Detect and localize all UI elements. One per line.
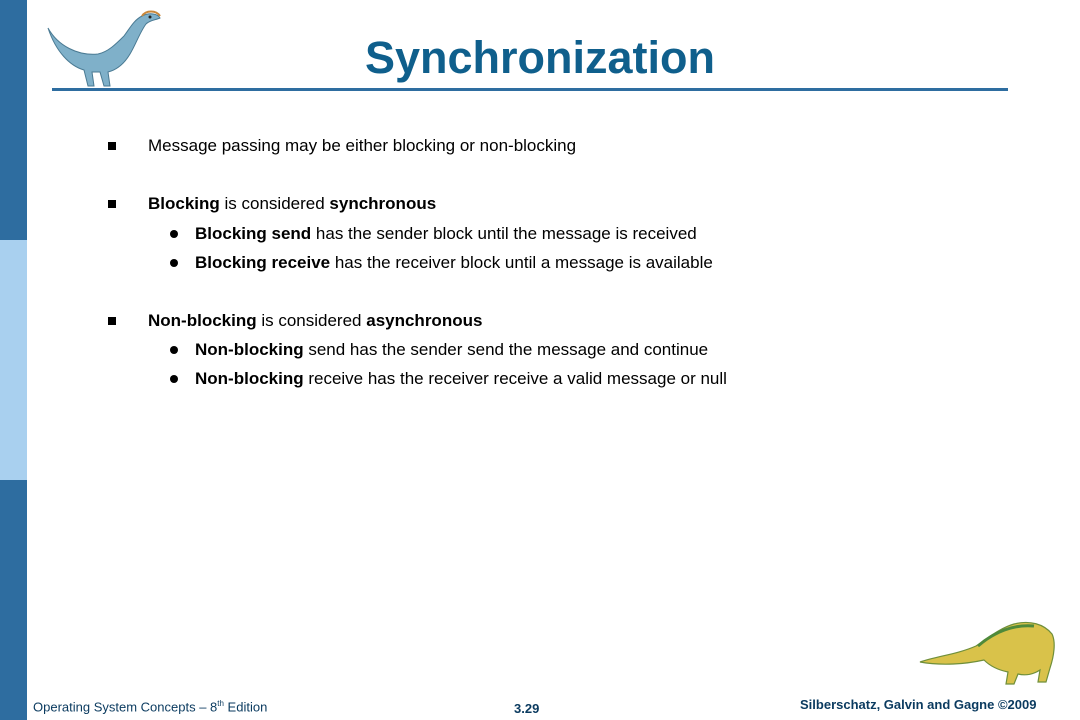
sub-bullet-item: Blocking send has the sender block until the message is received [195,224,697,243]
square-bullet-icon [108,142,116,150]
dinosaur-bottom-icon [918,610,1058,690]
bullet-item: Blocking is considered synchronous [148,194,437,213]
sub-bullet-item: Non-blocking send has the sender send the message and continue [195,340,709,359]
page-number: 3.29 [514,701,540,716]
dot-bullet-icon [170,259,178,267]
bullet-item: Non-blocking is considered asynchronous [148,311,483,330]
sub-bullet-item: Blocking receive has the receiver block until a message is available [195,253,713,272]
dinosaur-top-icon [38,6,168,92]
footer-course: Operating System Concepts – 8th Edition [33,699,268,715]
square-bullet-icon [108,317,116,325]
sidebar-accent [0,240,27,480]
dot-bullet-icon [170,375,178,383]
square-bullet-icon [108,200,116,208]
title-underline [52,88,1008,91]
slide-title: Synchronization [364,32,716,83]
bullet-item: Message passing may be either blocking or non-blocking [148,136,577,155]
footer-copyright: Silberschatz, Galvin and Gagne ©2009 [800,697,1037,712]
dot-bullet-icon [170,230,178,238]
dot-bullet-icon [170,346,178,354]
sub-bullet-item: Non-blocking receive has the receiver receive a valid message or null [195,369,727,388]
sidebar-bar [0,0,27,720]
